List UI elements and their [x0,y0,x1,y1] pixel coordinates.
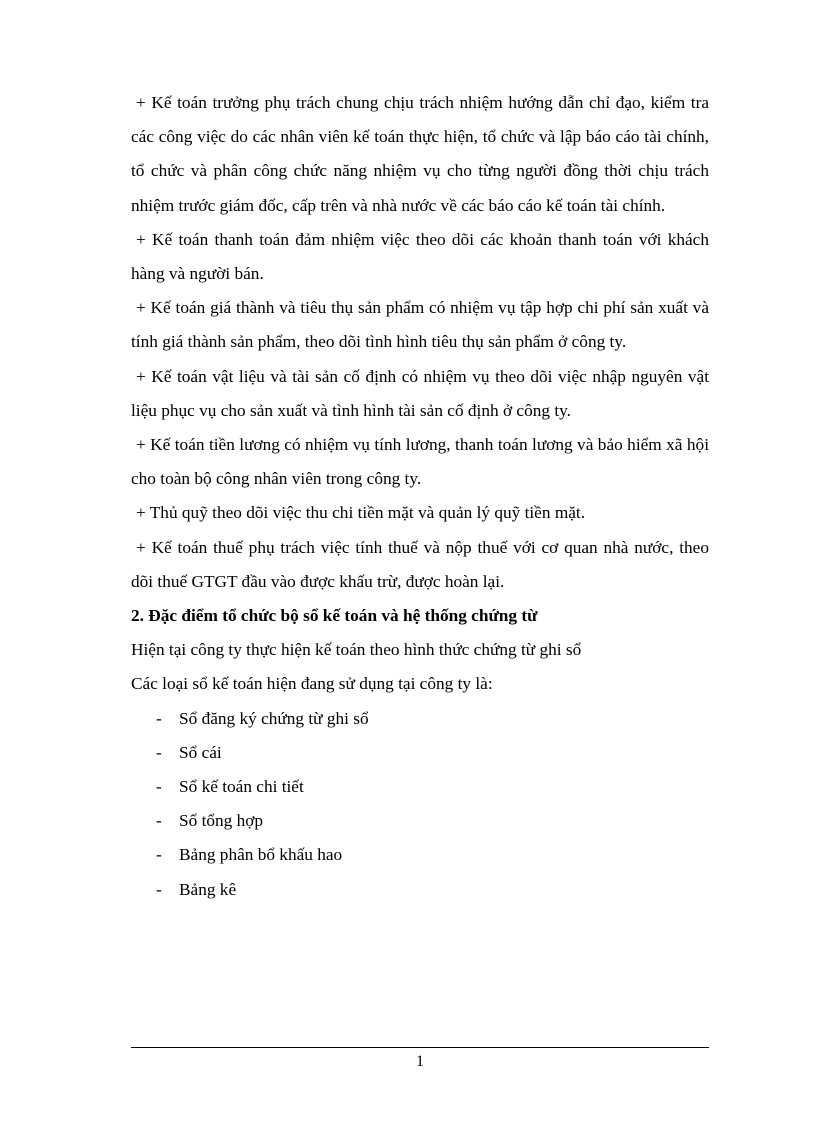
list-marker: - [156,845,162,865]
list-marker: - [156,742,162,762]
intro-line: Hiện tại công ty thực hiện kế toán theo hình thức chứng từ ghi sổ [131,640,582,660]
page-body [131,86,709,907]
list-item [131,873,709,907]
list-item [131,770,709,804]
page-number: 1 [416,1053,424,1070]
paragraph-payment-accountant: + Kế toán thanh toán đảm nhiệm việc theo dõi các khoản thanh toán với khách hàng và người bán. [131,229,709,284]
list-item-text: Sổ đăng ký chứng từ ghi sổ [179,708,369,728]
paragraph-chief-accountant: + Kế toán trưởng phụ trách chung chịu trách nhiệm hướng dẫn chỉ đạo, kiểm tra các công việc do các nhân viên kế toán thực hiện, tổ chức và lập báo cáo tài chính, tổ chức và phân công chức năng nhiệm vụ cho từng người đồng thời chịu trách nhiệm trước giám đốc, cấp trên và nhà nước về các báo cáo kế toán tài chính. [131,93,709,215]
paragraph-cost-accountant: + Kế toán giá thành và tiêu thụ sản phẩm có nhiệm vụ tập hợp chi phí sản xuất và tính giá thành sản phẩm, theo dõi tình hình tiêu thụ sản phẩm ở công ty. [131,298,709,352]
list-item-text: Sổ tổng hợp [179,811,264,831]
list-item [131,702,709,736]
list-item [131,804,709,838]
paragraph-payroll-accountant: + Kế toán tiền lương có nhiệm vụ tính lương, thanh toán lương và bảo hiểm xã hội cho toàn bộ công nhân viên trong công ty. [131,435,709,489]
section-heading: 2. Đặc điểm tổ chức bộ sổ kế toán và hệ thống chứng từ [131,606,538,626]
list-item-text: Sổ kế toán chi tiết [179,777,304,797]
footer-rule [131,1047,709,1048]
ledger-list [131,702,709,907]
list-item [131,736,709,770]
list-marker: - [156,811,162,831]
paragraph-treasurer: + Thủ quỹ theo dõi việc thu chi tiền mặt và quản lý quỹ tiền mặt. [136,503,586,523]
list-item-text: Bảng phân bổ khấu hao [179,845,343,865]
list-marker: - [156,708,162,728]
list-marker: - [156,879,162,899]
list-marker: - [156,777,162,797]
list-item-text: Bảng kê [179,879,237,899]
intro-line: Các loại sổ kế toán hiện đang sử dụng tại công ty là: [131,674,493,694]
list-item [131,838,709,872]
paragraph-tax-accountant: + Kế toán thuế phụ trách việc tính thuế và nộp thuế với cơ quan nhà nước, theo dõi thuế GTGT đầu vào được khấu trừ, được hoàn lại. [131,537,709,591]
paragraph-materials-accountant: + Kế toán vật liệu và tài sản cố định có nhiệm vụ theo dõi việc nhập nguyên vật liệu phục vụ cho sản xuất và tình hình tài sản cố định ở công ty. [131,366,709,420]
list-item-text: Sổ cái [179,742,222,762]
